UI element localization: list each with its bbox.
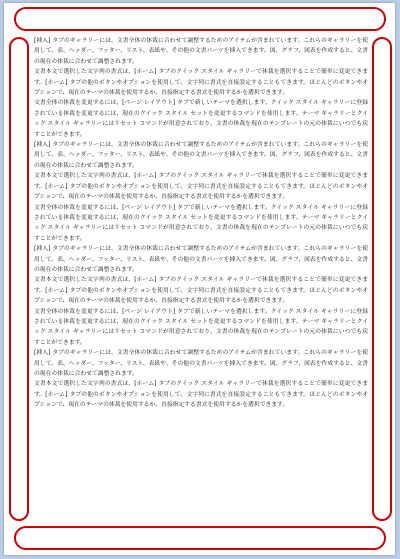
body-paragraph: 文書本文で選択した文字列の書式は、[ホーム] タブのクイック スタイル ギャラリーで体裁を選択することで簡単に変更できます。[ホーム] タブの他のボタンやオプションを使用して、文字列に書式を直接設定することもできます。ほとんどのボタンやオプションで、現在のテーマの体裁を使用するか、直接指定する書式を使用するかを選択できます。 <box>34 277 368 305</box>
right-margin-marker <box>372 37 392 521</box>
body-paragraph: [挿入] タブのギャラリーには、文書全体の体裁に合わせて調整するためのアイテムが含まれています。これらのギャラリーを使用して、表、ヘッダー、フッター、リスト、表紙や、その他の文書パーツを挿入できます。図、グラフ、図表を作成すると、文書の現在の体裁に合わせて調整されます。 <box>34 38 368 65</box>
body-paragraph: [挿入] タブのギャラリーには、文書全体の体裁に合わせて調整するためのアイテムが含まれています。これらのギャラリーを使用して、表、ヘッダー、フッター、リスト、表紙や、その他の文書パーツを挿入できます。図、グラフ、図表を作成すると、文書の現在の体裁に合わせて調整されます。 <box>34 142 368 169</box>
header-area-marker <box>14 7 386 31</box>
footer-area-marker <box>14 526 386 550</box>
body-paragraph: 文書全体の体裁を変更するには、[ページ レイアウト] タブで新しいテーマを選択します。クイック スタイル ギャラリーに登録されている体裁を変更するには、現在のクイック スタイル セットを変更するコマンドを使用します。テーマ ギャラリーとクイック スタイル ギャラリーにはリセット コマンドが用意されており、文書の体裁を現在のテンプレートの元の体裁にいつでも戻すことができます。 <box>34 100 368 138</box>
body-paragraph: 文書本文で選択した文字列の書式は、[ホーム] タブのクイック スタイル ギャラリーで体裁を選択することで簡単に変更できます。[ホーム] タブの他のボタンやオプションを使用して、文字列に書式を直接設定することもできます。ほとんどのボタンやオプションで、現在のテーマの体裁を使用するか、直接指定する書式を使用するかを選択できます。 <box>34 381 368 409</box>
document-body <box>34 36 368 522</box>
document-page <box>4 3 395 555</box>
body-paragraph: 文書全体の体裁を変更するには、[ページ レイアウト] タブで新しいテーマを選択します。クイック スタイル ギャラリーに登録されている体裁を変更するには、現在のクイック スタイル セットを変更するコマンドを使用します。テーマ ギャラリーとクイック スタイル ギャラリーにはリセット コマンドが用意されており、文書の体裁を現在のテンプレートの元の体裁にいつでも戻すことができます。 <box>34 204 368 242</box>
body-paragraph: 文書本文で選択した文字列の書式は、[ホーム] タブのクイック スタイル ギャラリーで体裁を選択することで簡単に変更できます。[ホーム] タブの他のボタンやオプションを使用して、文字列に書式を直接設定することもできます。ほとんどのボタンやオプションで、現在のテーマの体裁を使用するか、直接指定する書式を使用するかを選択できます。 <box>34 173 368 201</box>
body-paragraph: 文書全体の体裁を変更するには、[ページ レイアウト] タブで新しいテーマを選択します。クイック スタイル ギャラリーに登録されている体裁を変更するには、現在のクイック スタイル セットを変更するコマンドを使用します。テーマ ギャラリーとクイック スタイル ギャラリーにはリセット コマンドが用意されており、文書の体裁を現在のテンプレートの元の体裁にいつでも戻すことができます。 <box>34 308 368 346</box>
left-margin-marker <box>9 37 29 521</box>
body-paragraph: 文書本文で選択した文字列の書式は、[ホーム] タブのクイック スタイル ギャラリーで体裁を選択することで簡単に変更できます。[ホーム] タブの他のボタンやオプションを使用して、文字列に書式を直接設定することもできます。ほとんどのボタンやオプションで、現在のテーマの体裁を使用するか、直接指定する書式を使用するかを選択できます。 <box>34 69 368 97</box>
body-paragraph: [挿入] タブのギャラリーには、文書全体の体裁に合わせて調整するためのアイテムが含まれています。これらのギャラリーを使用して、表、ヘッダー、フッター、リスト、表紙や、その他の文書パーツを挿入できます。図、グラフ、図表を作成すると、文書の現在の体裁に合わせて調整されます。 <box>34 246 368 273</box>
body-paragraph: [挿入] タブのギャラリーには、文書全体の体裁に合わせて調整するためのアイテムが含まれています。これらのギャラリーを使用して、表、ヘッダー、フッター、リスト、表紙や、その他の文書パーツを挿入できます。図、グラフ、図表を作成すると、文書の現在の体裁に合わせて調整されます。 <box>34 350 368 377</box>
